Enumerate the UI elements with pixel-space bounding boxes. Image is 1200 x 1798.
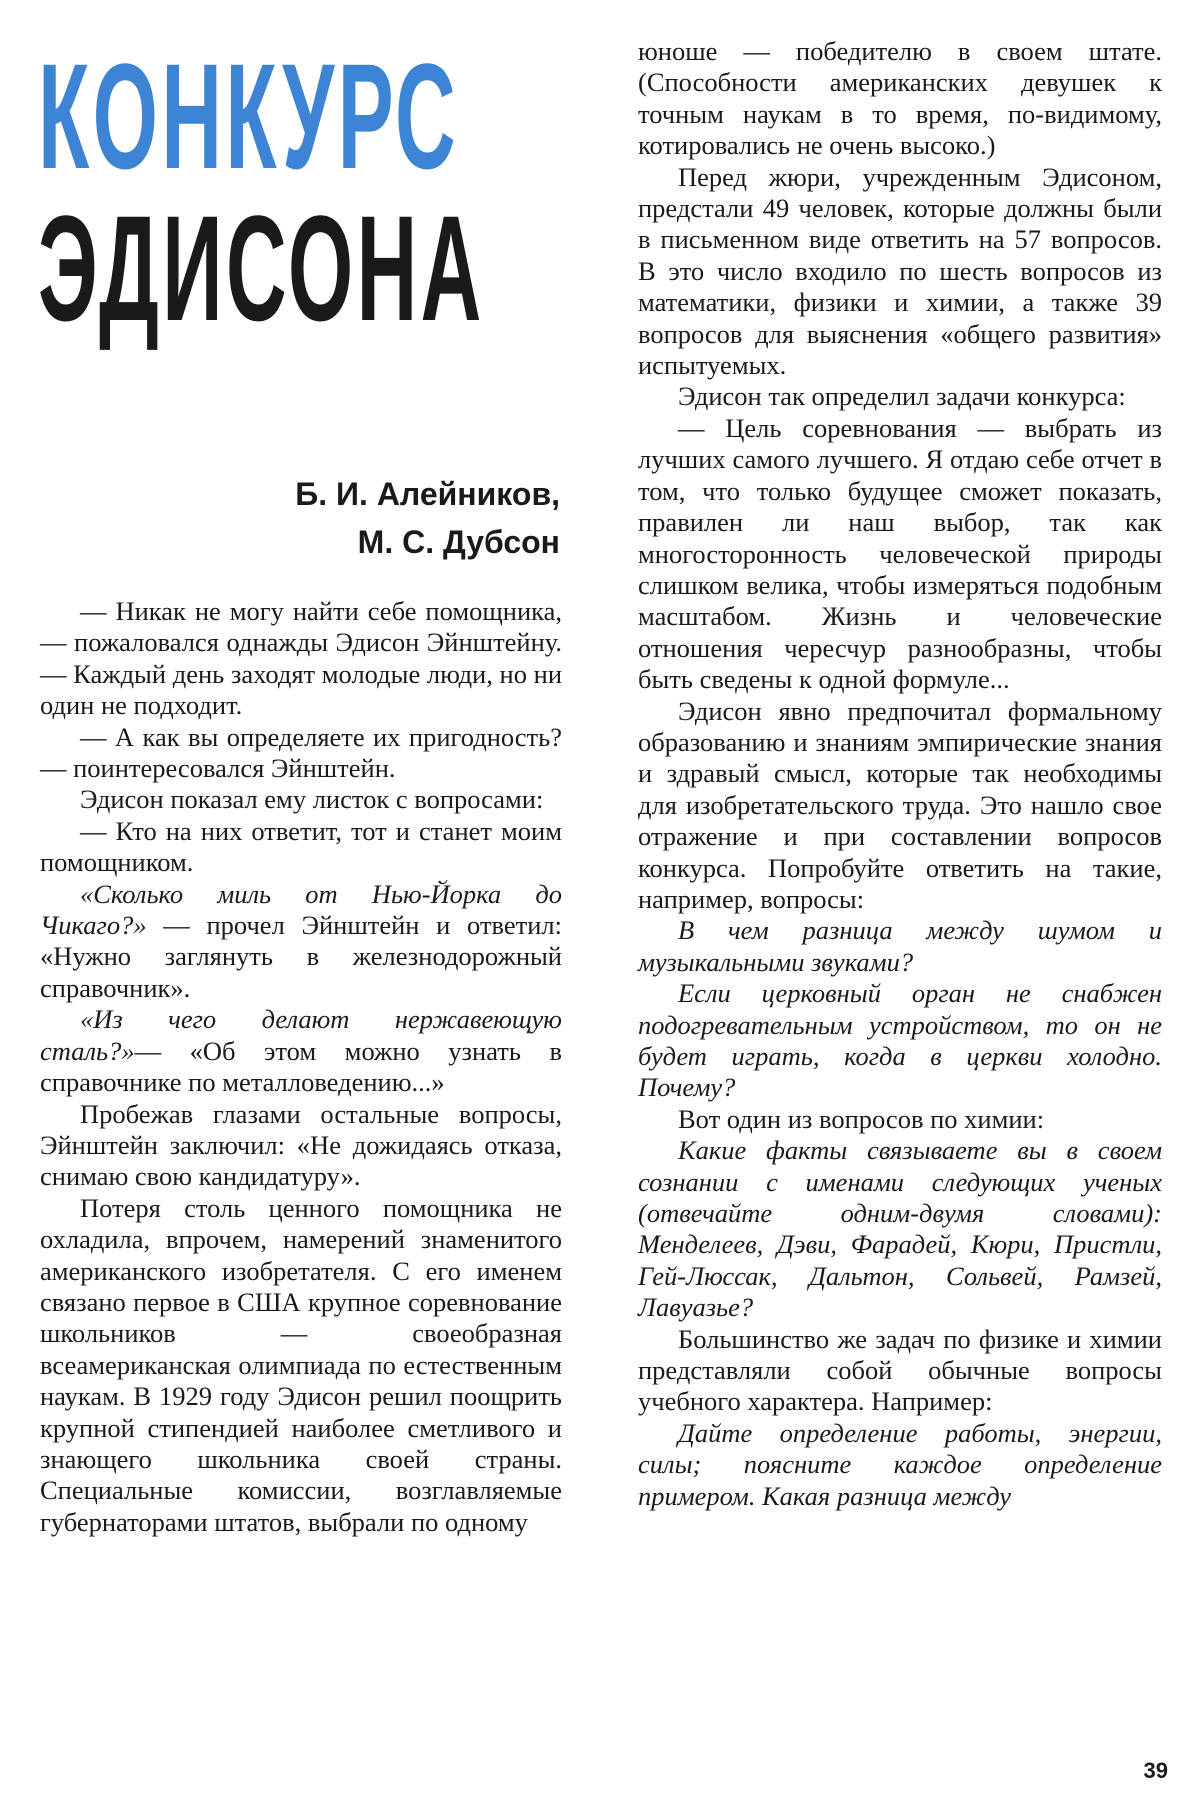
paragraph: — Кто на них ответит, тот и станет моим помощником. [40, 815, 562, 878]
title-line-1: КОНКУРС [38, 32, 460, 200]
paragraph: Большинство же задач по физике и химии представляли собой обычные вопросы учебного характера. Например: [638, 1323, 1162, 1417]
paragraph: Пробежав глазами остальные вопросы, Эйнштейн заключил: «Не дожидаясь отказа, снимаю свою кандидатуру». [40, 1098, 562, 1192]
quote-paragraph-1 [40, 879, 562, 1005]
quote-rest: — «Об этом можно узнать в справочнике по металловедению...» [40, 1035, 562, 1098]
page-number: 39 [1143, 1758, 1168, 1783]
quote-paragraph-2 [40, 1004, 562, 1098]
paragraph: Эдисон так определил задачи конкурса: [678, 381, 1126, 412]
paragraph: Вот один из вопросов по химии: [678, 1103, 1045, 1134]
left-column [40, 596, 562, 1538]
title-line-2: ЭДИСОНА [38, 184, 485, 352]
article-title [38, 32, 485, 352]
question-paragraph: Какие факты связываете вы в своем сознании с именами следующих ученых (отвечайте одним-двумя словами): Менделеев, Дэви, Фарадей, Кюри, Пристли, Гей-Люссак, Дальтон, Сольвей, Рамзей, Лавуазье? [638, 1135, 1162, 1323]
paragraph: — А как вы определяете их пригодность? — поинтересовался Эйнштейн. [40, 721, 562, 784]
paragraph: Перед жюри, учрежденным Эдисоном, предстали 49 человек, которые должны были в письменном виде ответить на 57 вопросов. В это число входило по шесть вопросов из математики, физики и химии, а также 39 вопросов для выяснения «общего развития» испытуемых. [638, 161, 1162, 381]
question-text: «Сколько миль от Нью-Йорка до Чикаго?» [40, 878, 562, 941]
paragraph: Потеря столь ценного помощника не охладила, впрочем, намерений знаменитого американского изобретателя. С его именем связано первое в США крупное соревнование школьников — своеобразная всеамериканская олимпиада по естественным наукам. В 1929 году Эдисон решил поощрить крупной стипендией наиболее сметливого и знающего школьника своей страны. Специальные комиссии, возглавляемые губернаторами штатов, выбрали по одному [40, 1192, 562, 1537]
right-column [638, 36, 1162, 1512]
paragraph: — Никак не могу найти себе помощника,— пожаловался однажды Эдисон Эйнштейну.— Каждый день заходят молодые люди, но ни один не подходит. [40, 596, 562, 721]
author-1: Б. И. Алейников, [295, 476, 560, 512]
paragraph: Эдисон явно предпочитал формальному образованию и знаниям эмпирические знания и здравый смысл, которые так необходимы для изобретательского труда. Это нашло свое отражение и при составлении вопросов конкурса. Попробуйте ответить на такие, например, вопросы: [638, 695, 1162, 914]
question-paragraph: Дайте определение работы, энергии, силы; поясните каждое определение примером. Какая разница между [638, 1417, 1162, 1511]
paragraph: — Цель соревнования — выбрать из лучших самого лучшего. Я отдаю себе отчет в том, что только будущее сможет показать, правилен ли наш выбор, так как многосторонность человеческой природы слишком велика, чтобы измеряться подобным масштабом. Жизнь и человеческие отношения чересчур разнообразны, чтобы быть сведены к одной формуле... [638, 412, 1162, 695]
author-2: М. С. Дубсон [357, 524, 560, 560]
question-paragraph: Если церковный орган не снабжен подогревательным устройством, то он не будет играть, когда в церкви холодно. Почему? [638, 978, 1162, 1103]
quote-rest: — прочел Эйнштейн и ответил: «Нужно заглянуть в железнодорожный справочник». [40, 910, 562, 1003]
article-authors [40, 470, 560, 566]
paragraph: Эдисон показал ему листок с вопросами: [80, 784, 544, 815]
paragraph-continuation: юноше — победителю в своем штате. (Способности американских девушек к точным наукам в то время, по-видимому, котировались не очень высоко.) [638, 36, 1162, 161]
question-paragraph: В чем разница между шумом и музыкальными звуками? [638, 915, 1162, 977]
question-text: «Из чего делают нержавеющую сталь?» [40, 1004, 562, 1066]
